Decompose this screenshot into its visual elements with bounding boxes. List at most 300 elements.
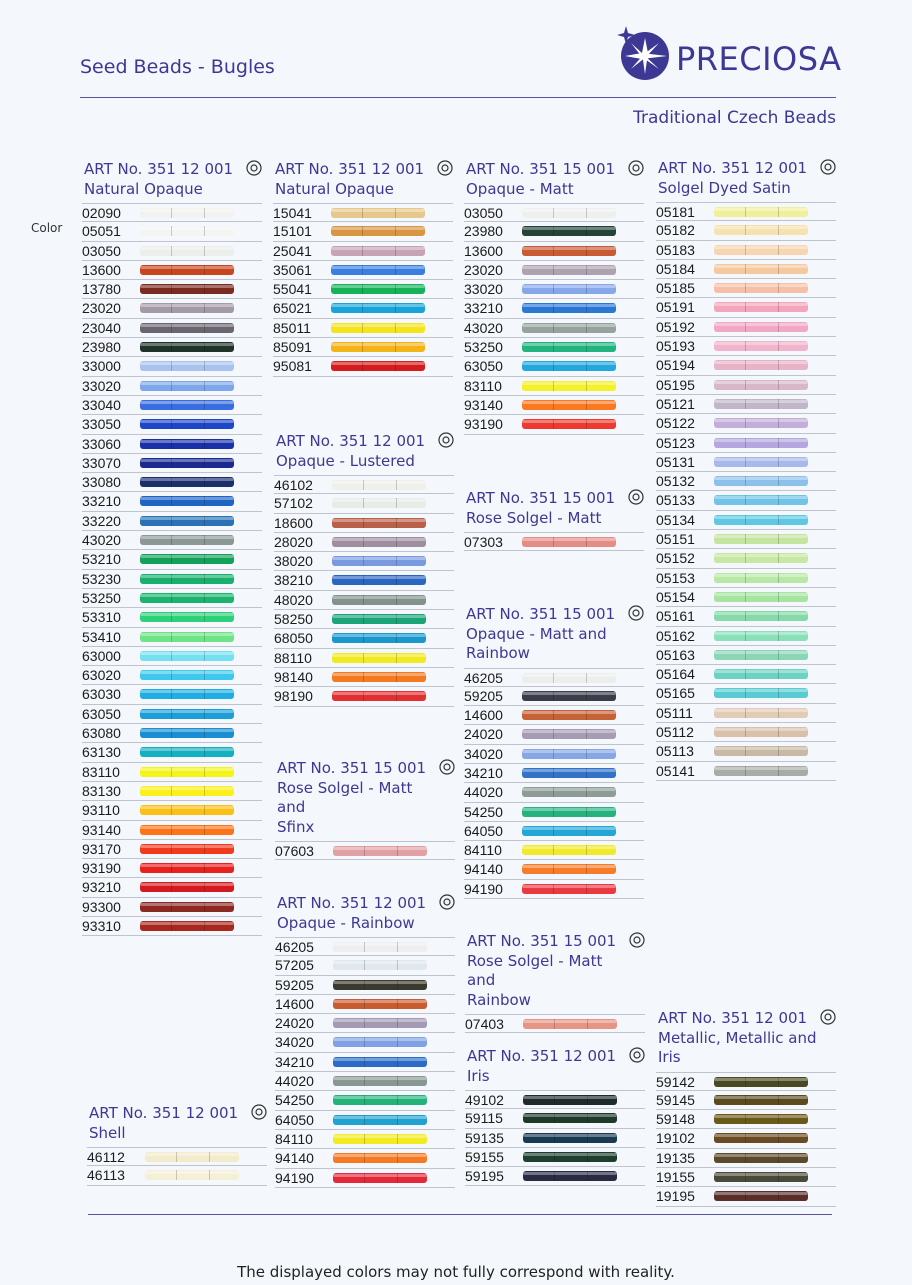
color-code: 07303	[464, 534, 503, 550]
color-code: 23040	[82, 319, 121, 336]
bead-row	[82, 435, 262, 454]
bead-row	[82, 743, 262, 762]
bead-row	[82, 203, 262, 222]
bead-swatch	[714, 495, 808, 505]
bead-swatch	[522, 537, 616, 547]
bead-row	[82, 705, 262, 724]
color-code: 44020	[275, 1073, 314, 1090]
bead-hole-icon	[628, 605, 644, 621]
bead-swatch	[140, 400, 234, 410]
color-code: 55041	[273, 281, 312, 298]
bead-row	[274, 591, 454, 610]
color-code: 53250	[82, 589, 121, 606]
bead-swatch	[523, 1095, 617, 1105]
bead-row	[465, 1109, 645, 1128]
bead-row	[464, 783, 644, 802]
color-code: 33210	[464, 300, 503, 317]
bead-swatch	[522, 381, 616, 391]
bead-row	[275, 1169, 455, 1188]
bead-swatch	[140, 381, 234, 391]
bead-swatch	[332, 575, 426, 585]
color-code: 57205	[275, 957, 314, 974]
color-code: 14600	[275, 995, 314, 1012]
bead-row	[464, 377, 644, 396]
bead-row	[82, 840, 262, 859]
bead-row	[274, 649, 454, 668]
bead-swatch	[140, 670, 234, 680]
bead-swatch	[714, 727, 808, 737]
bead-row	[656, 260, 836, 279]
color-code: 05183	[656, 241, 695, 258]
bead-swatch	[331, 265, 425, 275]
bead-section	[465, 932, 645, 1033]
bead-swatch	[522, 884, 616, 894]
page-subtitle: Traditional Czech Beads	[633, 108, 836, 128]
color-code: 24020	[464, 726, 503, 743]
section-header	[276, 432, 454, 471]
color-code: 05192	[656, 318, 695, 335]
color-code: 83110	[82, 763, 120, 780]
color-code: 93170	[82, 840, 121, 857]
bead-row	[275, 1111, 455, 1130]
bead-swatch	[714, 457, 808, 467]
bead-swatch	[522, 265, 616, 275]
color-code: 19135	[656, 1149, 695, 1166]
bead-row	[275, 1149, 455, 1168]
bead-swatch	[140, 323, 234, 333]
bead-swatch	[714, 515, 808, 525]
section-description: Opaque - Lustered	[276, 451, 415, 470]
bead-hole-icon	[439, 759, 455, 775]
bead-swatch	[140, 882, 234, 892]
article-number: ART No. 351 12 001	[89, 1104, 239, 1122]
bead-swatch	[140, 361, 234, 371]
article-number: ART No. 351 15 001	[466, 605, 616, 623]
section-description: Rose Solgel - Matt	[466, 508, 602, 527]
bead-row	[464, 706, 644, 725]
section-header	[658, 159, 836, 198]
section-header	[466, 489, 644, 528]
bead-swatch	[714, 341, 808, 351]
bead-hole-icon	[820, 159, 836, 175]
bead-swatch	[714, 1191, 808, 1201]
bead-swatch	[714, 399, 808, 409]
bead-row	[656, 1187, 836, 1206]
bead-row	[465, 1167, 645, 1186]
bead-row	[656, 434, 836, 453]
bead-row	[82, 473, 262, 492]
bead-row	[274, 475, 454, 494]
color-code: 19195	[656, 1188, 695, 1205]
bead-row	[82, 666, 262, 685]
bead-row	[274, 571, 454, 590]
bead-row	[656, 1149, 836, 1168]
bead-swatch	[332, 595, 426, 605]
bead-swatch	[332, 537, 426, 547]
bead-row	[464, 261, 644, 280]
article-number: ART No. 351 12 001	[276, 432, 426, 450]
bead-row	[656, 472, 836, 491]
article-number: ART No. 351 15 001	[467, 932, 617, 950]
bead-swatch	[714, 553, 808, 563]
section-description: Sfinx	[277, 817, 315, 836]
bead-swatch	[140, 208, 234, 218]
bead-row	[656, 723, 836, 742]
color-code: 25041	[273, 242, 312, 259]
bead-row	[464, 764, 644, 783]
bead-row	[87, 1166, 267, 1185]
color-code: 93210	[82, 879, 121, 896]
bead-row	[656, 395, 836, 414]
bead-swatch	[140, 284, 234, 294]
bead-swatch	[522, 361, 616, 371]
bead-row	[82, 222, 262, 241]
section-description: Opaque - Matt	[466, 179, 574, 198]
color-code: 33000	[82, 358, 121, 375]
bead-swatch	[522, 749, 616, 759]
bead-row	[656, 376, 836, 395]
bead-swatch	[140, 342, 234, 352]
bead-row	[82, 685, 262, 704]
bead-swatch	[522, 208, 616, 218]
color-code: 23020	[464, 261, 503, 278]
bead-row	[273, 261, 453, 280]
bead-swatch	[333, 960, 427, 970]
bead-swatch	[714, 534, 808, 544]
bead-swatch	[522, 864, 616, 874]
bead-swatch	[333, 1037, 427, 1047]
bead-swatch	[523, 1133, 617, 1143]
color-code: 07403	[465, 1016, 504, 1032]
bead-row	[273, 280, 453, 299]
color-code: 05141	[656, 762, 695, 779]
bead-row	[656, 607, 836, 626]
bead-swatch	[714, 1153, 808, 1163]
color-code: 13600	[82, 261, 121, 278]
bead-row	[464, 841, 644, 860]
bead-row	[656, 704, 836, 723]
section-description: Iris	[467, 1066, 490, 1085]
bead-row	[274, 552, 454, 571]
color-code: 05051	[82, 223, 121, 240]
color-code: 38020	[274, 553, 313, 570]
bead-swatch	[140, 709, 234, 719]
color-code: 35061	[273, 261, 312, 278]
article-number: ART No. 351 12 001	[275, 160, 425, 178]
color-column-label: Color	[31, 221, 63, 235]
bead-swatch	[331, 303, 425, 313]
color-code: 93140	[464, 396, 503, 413]
color-code: 57102	[274, 495, 313, 512]
bead-row	[656, 742, 836, 761]
bead-row	[82, 550, 262, 569]
bead-swatch	[333, 1173, 427, 1183]
article-number: ART No. 351 12 001	[277, 894, 427, 912]
color-code: 05153	[656, 569, 695, 586]
color-code: 63130	[82, 744, 121, 761]
bead-swatch	[714, 438, 808, 448]
section-header	[89, 1104, 267, 1143]
bead-section	[274, 432, 454, 707]
bead-hole-icon	[251, 1104, 267, 1120]
color-code: 54250	[275, 1092, 314, 1109]
color-code: 05163	[656, 646, 695, 663]
color-code: 18600	[274, 514, 313, 531]
bead-row	[656, 530, 836, 549]
color-code: 05193	[656, 338, 695, 355]
bead-row	[465, 1014, 645, 1033]
section-description: Metallic, Metallic and Iris	[658, 1028, 817, 1066]
bead-section	[87, 1104, 267, 1186]
bead-row	[656, 241, 836, 260]
bead-swatch	[523, 1113, 617, 1123]
color-code: 05133	[656, 492, 695, 509]
color-code: 46113	[87, 1167, 125, 1184]
bead-hole-icon	[437, 160, 453, 176]
color-code: 07603	[275, 843, 314, 859]
section-header	[277, 894, 455, 933]
bead-row	[274, 533, 454, 552]
bead-row	[464, 745, 644, 764]
bead-row	[464, 668, 644, 687]
section-header	[466, 160, 644, 199]
color-code: 33080	[82, 474, 121, 491]
bead-row	[82, 917, 262, 936]
bead-swatch	[714, 611, 808, 621]
bead-row	[464, 880, 644, 899]
bead-row	[82, 589, 262, 608]
color-code: 54250	[464, 803, 503, 820]
bead-swatch	[333, 1153, 427, 1163]
bead-row	[273, 338, 453, 357]
bead-swatch	[140, 246, 234, 256]
bead-swatch	[332, 653, 426, 663]
bead-swatch	[714, 1133, 808, 1143]
section-header	[467, 932, 645, 1010]
bead-swatch	[714, 592, 808, 602]
color-code: 33060	[82, 435, 121, 452]
article-number: ART No. 351 12 001	[84, 160, 234, 178]
bead-swatch	[140, 747, 234, 757]
color-code: 53310	[82, 609, 121, 626]
color-code: 59155	[465, 1148, 504, 1165]
bead-swatch	[140, 844, 234, 854]
bead-row	[656, 298, 836, 317]
bead-section	[82, 160, 262, 936]
color-code: 24020	[275, 1015, 314, 1032]
color-code: 33020	[82, 377, 121, 394]
bead-swatch	[714, 766, 808, 776]
color-code: 85011	[273, 319, 311, 336]
color-code: 59135	[465, 1129, 504, 1146]
color-code: 19102	[656, 1130, 695, 1147]
color-code: 94190	[275, 1169, 314, 1186]
bead-swatch	[331, 342, 425, 352]
color-code: 98140	[274, 668, 313, 685]
color-code: 14600	[464, 707, 503, 724]
bead-row	[82, 415, 262, 434]
bead-row	[82, 647, 262, 666]
bead-row	[82, 280, 262, 299]
section-header	[275, 160, 453, 199]
color-code: 93190	[82, 860, 121, 877]
section-description: Shell	[89, 1123, 126, 1142]
color-code: 05131	[656, 453, 695, 470]
color-code: 53230	[82, 570, 121, 587]
bead-swatch	[140, 728, 234, 738]
bead-row	[464, 299, 644, 318]
color-code: 33070	[82, 454, 121, 471]
bead-swatch	[332, 691, 426, 701]
bead-swatch	[714, 264, 808, 274]
color-code: 33040	[82, 396, 121, 413]
color-code: 15101	[273, 223, 312, 240]
bead-swatch	[333, 999, 427, 1009]
bead-swatch	[714, 322, 808, 332]
bead-swatch	[332, 480, 426, 490]
bead-row	[656, 511, 836, 530]
bead-swatch	[140, 805, 234, 815]
section-description: Rainbow	[467, 990, 531, 1009]
color-code: 05134	[656, 511, 695, 528]
bead-row	[656, 414, 836, 433]
bead-section	[656, 1009, 836, 1207]
bead-swatch	[333, 1057, 427, 1067]
bead-row	[273, 319, 453, 338]
bead-swatch	[140, 496, 234, 506]
bead-hole-icon	[629, 932, 645, 948]
bead-swatch	[333, 1115, 427, 1125]
color-code: 83110	[464, 377, 502, 394]
bead-row	[464, 803, 644, 822]
bead-row	[82, 242, 262, 261]
bead-hole-icon	[629, 1047, 645, 1063]
bead-row	[656, 202, 836, 221]
color-code: 02090	[82, 205, 121, 221]
bead-row	[82, 454, 262, 473]
color-code: 05113	[656, 743, 694, 760]
bead-row	[656, 337, 836, 356]
color-code: 44020	[464, 784, 503, 801]
color-code: 34210	[275, 1053, 314, 1070]
bead-hole-icon	[439, 894, 455, 910]
section-description: Rainbow	[466, 644, 530, 662]
color-code: 68050	[274, 630, 313, 647]
bead-section	[464, 605, 644, 899]
bead-row	[656, 1168, 836, 1187]
bead-swatch	[714, 1077, 808, 1087]
bead-row	[275, 995, 455, 1014]
bead-row	[82, 299, 262, 318]
color-code: 49102	[465, 1092, 504, 1108]
bead-swatch	[522, 226, 616, 236]
bead-swatch	[331, 361, 425, 371]
color-code: 05162	[656, 627, 695, 644]
bead-swatch	[522, 729, 616, 739]
color-code: 93300	[82, 898, 121, 915]
color-code: 23020	[82, 300, 121, 317]
color-code: 63030	[82, 686, 121, 703]
bead-row	[275, 1130, 455, 1149]
brand-logo-text: PRECIOSA	[676, 40, 842, 78]
color-code: 63050	[82, 705, 121, 722]
bead-swatch	[332, 614, 426, 624]
bead-row	[656, 279, 836, 298]
color-code: 05152	[656, 550, 695, 567]
bead-swatch	[523, 1019, 617, 1029]
bead-swatch	[140, 535, 234, 545]
bead-swatch	[333, 1134, 427, 1144]
bead-swatch	[332, 518, 426, 528]
section-description: Opaque - Rainbow	[277, 913, 415, 932]
bead-swatch	[331, 226, 425, 236]
bead-row	[656, 569, 836, 588]
color-code: 93110	[82, 802, 120, 819]
bead-row	[82, 338, 262, 357]
section-description: Natural Opaque	[275, 179, 394, 198]
color-code: 59148	[656, 1111, 695, 1128]
bead-swatch	[714, 283, 808, 293]
bead-swatch	[714, 302, 808, 312]
bead-row	[656, 318, 836, 337]
bead-swatch	[522, 826, 616, 836]
bead-swatch	[333, 846, 427, 856]
color-code: 05164	[656, 666, 695, 683]
color-code: 46102	[274, 477, 313, 493]
bead-row	[82, 531, 262, 550]
bead-swatch	[522, 807, 616, 817]
color-code: 05123	[656, 434, 695, 451]
bead-row	[274, 610, 454, 629]
color-code: 59145	[656, 1091, 695, 1108]
section-description: Rose Solgel - Matt and	[467, 951, 603, 989]
bead-row	[82, 357, 262, 376]
bead-section	[656, 159, 836, 781]
bead-swatch	[331, 246, 425, 256]
footer-divider	[88, 1214, 832, 1215]
bead-swatch	[714, 1095, 808, 1105]
bead-swatch	[522, 419, 616, 429]
bead-swatch	[523, 1171, 617, 1181]
color-code: 93190	[464, 416, 503, 433]
bead-swatch	[140, 516, 234, 526]
bead-row	[82, 608, 262, 627]
bead-row	[656, 1091, 836, 1110]
bead-row	[656, 762, 836, 781]
color-code: 03050	[82, 242, 121, 259]
bead-swatch	[140, 303, 234, 313]
bead-swatch	[333, 1095, 427, 1105]
section-description: Natural Opaque	[84, 179, 203, 198]
bead-row	[82, 319, 262, 338]
bead-row	[656, 491, 836, 510]
bead-row	[656, 549, 836, 568]
bead-row	[275, 1033, 455, 1052]
color-code: 05191	[656, 299, 695, 316]
bead-section	[273, 160, 453, 377]
bead-row	[464, 725, 644, 744]
bead-row	[656, 453, 836, 472]
bead-row	[656, 1129, 836, 1148]
bead-swatch	[522, 342, 616, 352]
bead-swatch	[332, 633, 426, 643]
color-code: 15041	[273, 205, 312, 221]
bead-swatch	[714, 380, 808, 390]
bead-swatch	[714, 688, 808, 698]
bead-row	[273, 242, 453, 261]
color-code: 63050	[464, 358, 503, 375]
section-description: Opaque - Matt and	[466, 624, 607, 643]
